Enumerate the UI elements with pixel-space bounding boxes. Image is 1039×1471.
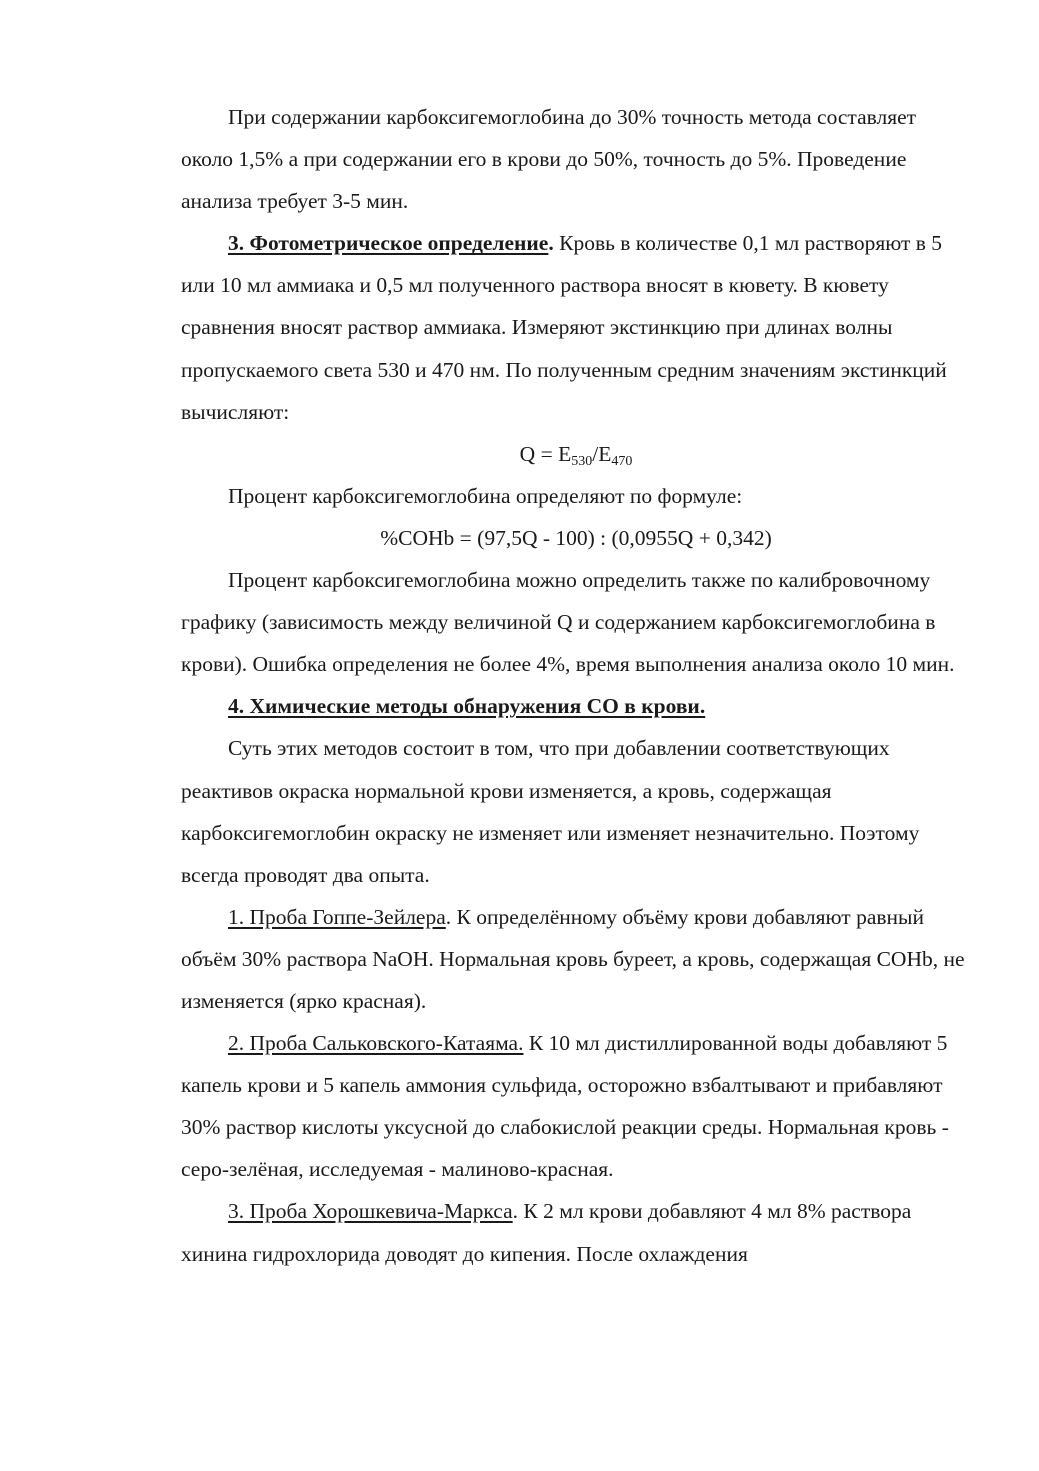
- document-body: [181, 96, 971, 1275]
- formula-cohb-text: %COHb = (97,5Q - 100) : (0,0955Q + 0,342): [380, 525, 772, 550]
- formula-q: [181, 433, 971, 475]
- paragraph-photometric: [181, 222, 971, 432]
- paragraph-formula-intro-text: Процент карбоксигемоглобина определяют по формуле:: [228, 483, 743, 508]
- paragraph-khoroshkevich-marx: [181, 1190, 971, 1274]
- paragraph-hoppe-seyler-text: . К определённому объёму крови добавляют равный объём 30% раствора NaOH. Нормальная кровь буреет, а кровь, содержащая COHb, не изменяется (ярко красная).: [181, 904, 965, 1013]
- section-heading-photometric-punct: .: [548, 231, 554, 256]
- test-title-salkowski-katayama: 2. Проба Сальковского-Катаяма.: [228, 1031, 524, 1056]
- paragraph-salkowski-katayama-text: К 10 мл дистиллированной воды добавляют 5 капель крови и 5 капель аммония сульфида, осторожно взбалтывают и прибавляют 30% раствор кислоты уксусной до слабокислой реакции среды. Нормальная кровь - серо-зелёная, исследуемая - малиново-красная.: [181, 1031, 949, 1182]
- formula-q-sub-530: 530: [571, 453, 593, 469]
- paragraph-formula-intro: [181, 475, 971, 517]
- test-title-khoroshkevich-marx: 3. Проба Хорошкевича-Маркса: [228, 1199, 513, 1224]
- paragraph-hoppe-seyler: [181, 896, 971, 1022]
- paragraph-photometric-text: Кровь в количестве 0,1 мл растворяют в 5 или 10 мл аммиака и 0,5 мл полученного раствора вносят в кювету. В кювету сравнения вносят раствор аммиака. Измеряют экстинкцию при длинах волны пропускаемого света 530 и 470 нм. По полученным средним значениям экстинкций вычисляют:: [181, 231, 947, 424]
- paragraph-methods-essence: [181, 727, 971, 895]
- formula-cohb: [181, 517, 971, 559]
- section-heading-chemical: [181, 685, 971, 727]
- test-title-hoppe-seyler: 1. Проба Гоппе-Зейлера: [228, 904, 446, 929]
- formula-q-prefix: Q = E: [519, 441, 572, 466]
- paragraph-calibration: [181, 559, 971, 685]
- paragraph-salkowski-katayama: [181, 1022, 971, 1190]
- paragraph-methods-essence-text: Суть этих методов состоит в том, что при добавлении соответствующих реактивов окраска нормальной крови изменяется, а кровь, содержащая карбоксигемоглобин окраску не изменяет или изменяет незначительно. Поэтому всегда проводят два опыта.: [181, 736, 920, 887]
- paragraph-khoroshkevich-marx-text: . К 2 мл крови добавляют 4 мл 8% раствора хинина гидрохлорида доводят до кипения. После охлаждения: [181, 1199, 912, 1266]
- paragraph-accuracy-text: При содержании карбоксигемоглобина до 30% точность метода составляет около 1,5% а при содержании его в крови до 50%, точность до 5%. Проведение анализа требует 3-5 мин.: [181, 105, 917, 214]
- formula-q-mid: /E: [592, 441, 612, 466]
- section-heading-photometric: 3. Фотометрическое определение: [228, 231, 549, 256]
- formula-q-sub-470: 470: [611, 453, 633, 469]
- section-heading-chemical-text: 4. Химические методы обнаружения СО в крови.: [228, 694, 706, 719]
- paragraph-accuracy: [181, 96, 971, 222]
- paragraph-calibration-text: Процент карбоксигемоглобина можно определить также по калибровочному графику (зависимость между величиной Q и содержанием карбоксигемоглобина в крови). Ошибка определения не более 4%, время выполнения анализа около 10 мин.: [181, 568, 955, 677]
